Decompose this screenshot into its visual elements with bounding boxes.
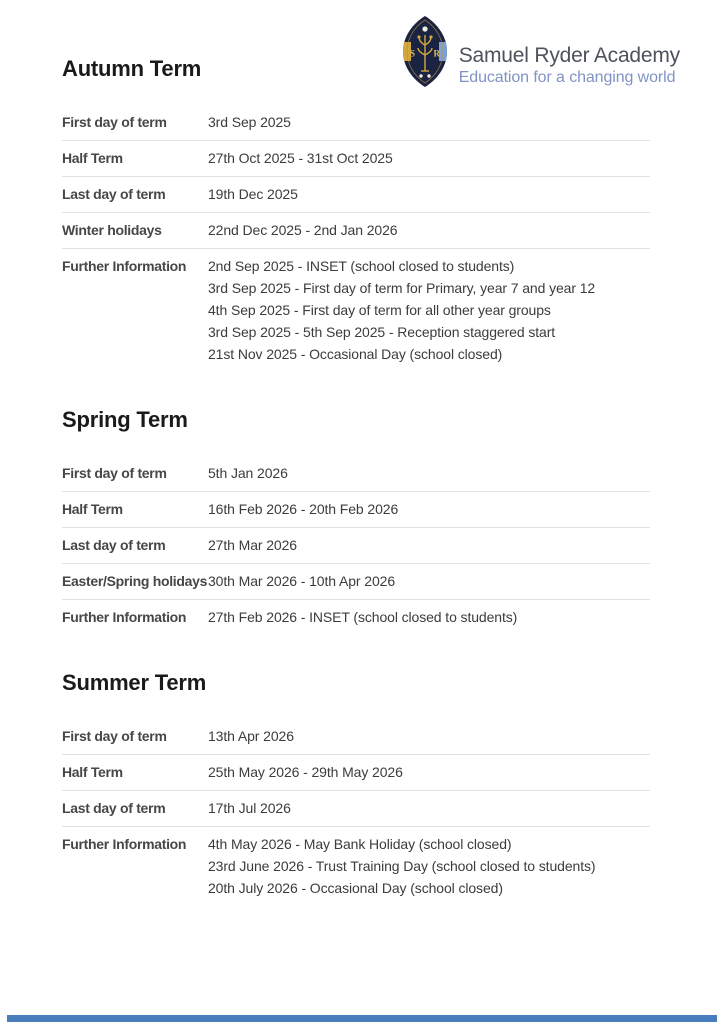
row-value-line: 2nd Sep 2025 - INSET (school closed to students) (208, 258, 515, 274)
row-value-line: 21st Nov 2025 - Occasional Day (school closed) (208, 346, 503, 362)
row-label: Half Term (62, 150, 123, 166)
row-values (208, 462, 288, 484)
row-value-line: 16th Feb 2026 - 20th Feb 2026 (208, 501, 399, 517)
row-values (208, 498, 398, 520)
bottom-accent-bar (7, 1015, 717, 1022)
row-value-line: 3rd Sep 2025 (208, 114, 291, 130)
row-value-line: 27th Mar 2026 (208, 537, 297, 553)
academy-tagline: Education for a changing world (458, 69, 676, 86)
table-row (62, 528, 650, 564)
crest-letter-r: R (433, 48, 440, 59)
row-label: Further Information (62, 609, 187, 625)
table-row (62, 213, 650, 249)
row-value-line: 3rd Sep 2025 - 5th Sep 2025 - Reception staggered start (208, 324, 556, 340)
terms-container (62, 55, 650, 906)
term-section (62, 406, 650, 635)
table-row (62, 719, 650, 755)
crest-bud (429, 35, 432, 38)
crest-letter-s: S (409, 48, 415, 59)
row-label: Half Term (62, 764, 123, 780)
row-value-line: 20th July 2026 - Occasional Day (school closed) (208, 880, 503, 896)
row-value-line: 22nd Dec 2025 - 2nd Jan 2026 (208, 222, 398, 238)
row-value-line: 27th Feb 2026 - INSET (school closed to students) (208, 609, 518, 625)
table-row (62, 105, 650, 141)
term-title: Summer Term (62, 670, 207, 695)
row-values (208, 183, 298, 205)
table-row (62, 492, 650, 528)
row-values (208, 147, 393, 169)
row-label: Last day of term (62, 800, 166, 816)
row-label: Last day of term (62, 186, 166, 202)
term-rows (62, 105, 650, 372)
row-label: First day of term (62, 465, 167, 481)
row-values (208, 797, 291, 819)
term-rows (62, 456, 650, 635)
table-row (62, 755, 650, 791)
row-value-line: 4th May 2026 - May Bank Holiday (school closed) (208, 836, 512, 852)
row-values (208, 534, 297, 556)
row-value-line: 13th Apr 2026 (208, 728, 294, 744)
term-title: Spring Term (62, 407, 188, 432)
row-values (208, 833, 595, 899)
term-section (62, 55, 650, 372)
table-row (62, 600, 650, 635)
row-label: Winter holidays (62, 222, 162, 238)
term-rows (62, 719, 650, 906)
row-value-line: 19th Dec 2025 (208, 186, 298, 202)
term-title: Autumn Term (62, 56, 202, 81)
row-values (208, 725, 294, 747)
row-value-line: 17th Jul 2026 (208, 800, 291, 816)
row-value-line: 5th Jan 2026 (208, 465, 288, 481)
table-row (62, 791, 650, 827)
row-values (208, 219, 397, 241)
term-section (62, 669, 650, 906)
row-values (208, 570, 395, 592)
academy-name: Samuel Ryder Academy (458, 44, 680, 67)
row-values (208, 761, 403, 783)
row-value-line: 25th May 2026 - 29th May 2026 (208, 764, 403, 780)
table-row (62, 456, 650, 492)
table-row (62, 827, 650, 906)
row-label: First day of term (62, 728, 167, 744)
row-value-line: 4th Sep 2025 - First day of term for all other year groups (208, 302, 551, 318)
row-values (208, 111, 291, 133)
table-row (62, 249, 650, 372)
table-row (62, 564, 650, 600)
row-label: Easter/Spring holidays (62, 573, 208, 589)
row-label: Last day of term (62, 537, 166, 553)
table-row (62, 141, 650, 177)
row-values (208, 606, 517, 628)
row-label: Further Information (62, 836, 187, 852)
row-values (208, 255, 595, 365)
row-label: Half Term (62, 501, 123, 517)
row-value-line: 27th Oct 2025 - 31st Oct 2025 (208, 150, 393, 166)
table-row (62, 177, 650, 213)
row-value-line: 30th Mar 2026 - 10th Apr 2026 (208, 573, 396, 589)
crest-rose-top (422, 26, 427, 31)
crest-bud (417, 35, 420, 38)
row-value-line: 23rd June 2026 - Trust Training Day (school closed to students) (208, 858, 596, 874)
row-value-line: 3rd Sep 2025 - First day of term for Primary, year 7 and year 12 (208, 280, 596, 296)
row-label: First day of term (62, 114, 167, 130)
row-label: Further Information (62, 258, 187, 274)
